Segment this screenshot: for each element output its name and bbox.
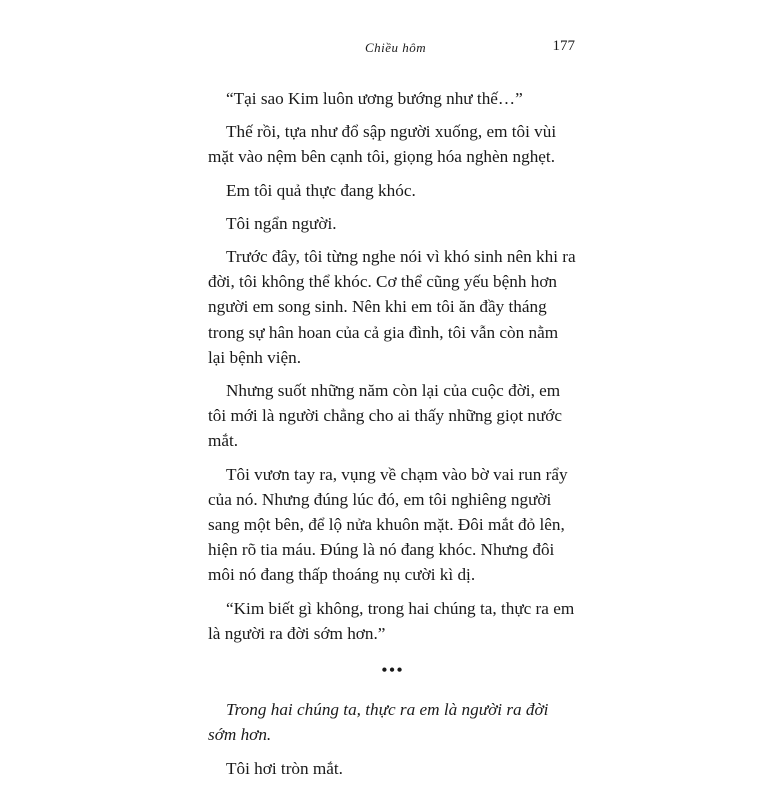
paragraph: Thế rồi, tựa như đổ sập người xuống, em tôi vùi mặt vào nệm bên cạnh tôi, giọng hóa nghèn nghẹt. xyxy=(208,122,557,167)
paragraph: “Tại sao Kim luôn ương bướng như thế…” xyxy=(226,89,523,108)
italic-paragraph: Trong hai chúng ta, thực ra em là người ra đời sớm hơn. xyxy=(208,700,549,745)
paragraph: Em tôi quả thực đang khóc. xyxy=(226,180,416,200)
paragraph: Tôi vươn tay ra, vụng về chạm vào bờ vai run rẩy của nó. Nhưng đúng lúc đó, em tôi nghiêng người sang một bên, để lộ nửa khuôn mặt. Đôi mắt đỏ lên, hiện rõ tia máu. Đúng là nó đang khóc. Nhưng đôi môi nó đang thấp thoáng nụ cười kì dị. xyxy=(208,464,568,585)
paragraph: Nhưng suốt những năm còn lại của cuộc đời, em tôi mới là người chẳng cho ai thấy những giọt nước mắt. xyxy=(208,381,563,451)
page-header xyxy=(205,40,575,64)
paragraph: Tôi ngẩn người. xyxy=(226,213,337,233)
section-separator: ••• xyxy=(381,662,405,680)
page-body xyxy=(208,86,578,789)
paragraph: Tôi hơi tròn mắt. xyxy=(226,758,343,778)
running-title: Chiều hôm xyxy=(365,40,427,55)
page-number: 177 xyxy=(552,38,575,54)
paragraph: Trước đây, tôi từng nghe nói vì khó sinh nên khi ra đời, tôi không thể khóc. Cơ thể cũng yếu bệnh hơn người em song sinh. Nên khi em tôi ăn đầy tháng trong sự hân hoan của cả gia đình, tôi vẫn còn nằm lại bệnh viện. xyxy=(208,247,576,367)
paragraph: “Kim biết gì không, trong hai chúng ta, thực ra em là người ra đời sớm hơn.” xyxy=(208,598,575,643)
